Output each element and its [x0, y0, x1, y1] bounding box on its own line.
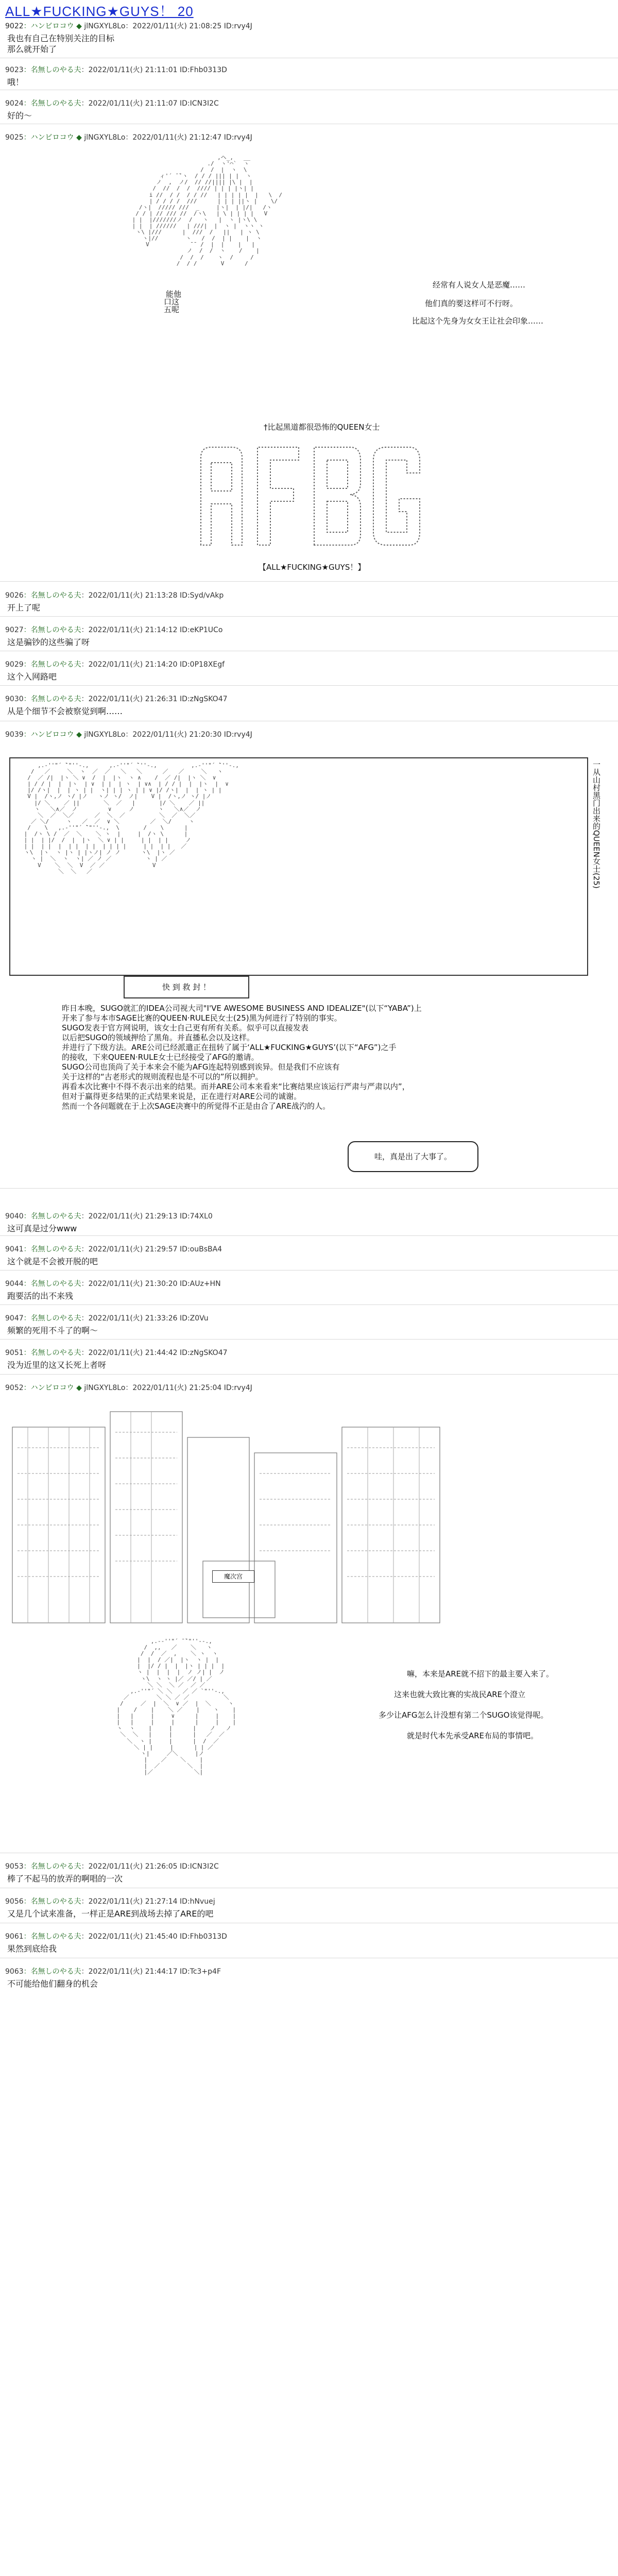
post-body-line: 没为近里的这又长死上者呀 [7, 1360, 107, 1370]
side-small-2: 口这 [164, 297, 180, 307]
post-author: ：ハンビロコウ ◆ [23, 731, 82, 739]
post-meta: ：2022/01/11(火) 21:26:05 ID:ICN3I2C [81, 1862, 219, 1871]
post-header [5, 590, 224, 600]
news-caption-box [124, 976, 249, 998]
divider [0, 1235, 618, 1236]
post-meta: ：2022/01/11(火) 21:33:26 ID:Z0Vu [81, 1314, 209, 1323]
post-number: 9025 [5, 133, 24, 142]
logo-letter-f [258, 447, 299, 545]
post-meta: ：2022/01/11(火) 21:25:04 ID:rvy4J [125, 1384, 252, 1392]
ascii-art-woman: ,ヘ_, __ ./ ヽ'⌒` ヽ / / | ヽ \ ィ'´ ̄ ̄`ヽ / / / ||| | | ヽ ノ , ノ/ // //|||| |\ | | / // / / //// | | | |ヽ| | i // / / / / // | | | | | | \ / | / / / / /// | | | ||ヽ | \/ /ヽ| ///// /// _ |ヽ| | |/| /ヽ / / | // /// // /ヽ\ | \ | | | | V | | |///////ノ / ヽ | ヽ |ヽ\ \ | | | ////// | ///| | ヽ | ヽヽ ヽ ヽ\ |/// | /// / || | ヽ \ ヽ|// ヽ / / | | | ヽ V ̄ ̄ / | | | | ノ / / ヽ / | / / / ヽ / / / / / V / [132, 154, 283, 267]
post-number: 9044 [5, 1280, 24, 1288]
post-meta: ：2022/01/11(火) 21:44:17 ID:Tc3+p4F [81, 1968, 221, 1976]
scene3-line-4: 就是时代本先承受ARE布局的事情吧。 [407, 1731, 539, 1740]
news-line: 以后把SUGO的领域押给了黑角。并直播私会以及这样。 [62, 1033, 254, 1042]
divider [0, 1188, 618, 1189]
post-meta: ：2022/01/11(火) 21:27:14 ID:hNvuej [81, 1897, 215, 1906]
post-number: 9052 [5, 1384, 24, 1392]
scene1-line-3: 比起这个先身为女女王让社会印象…… [412, 316, 544, 326]
post-number: 9061 [5, 1933, 24, 1941]
post-body-line: 这个就是不会被开脱的吧 [7, 1257, 98, 1266]
post-body-line: 我也有自己在特别关注的目标 [7, 33, 115, 43]
news-line: 开来了参与本市SAGE比赛的QUEEN·RULE民女士(25)黑为何进行了特别的事实。 [62, 1013, 342, 1023]
caption-afg: 【ALL★FUCKING★GUYS！】 [259, 563, 366, 572]
post-author: ：名無しのやる夫 [23, 1933, 81, 1941]
post-meta: ：2022/01/11(火) 21:11:07 ID:ICN3I2C [81, 99, 219, 108]
post-number: 9063 [5, 1968, 24, 1976]
scene3-line-1: 嘛，本来是ARE就不招下的最主要入来了。 [407, 1669, 554, 1679]
news-line: 然而一个各问题就在于上次SAGE决赛中的所觉得不正是由合了ARE战汋的人。 [62, 1101, 331, 1111]
post-author: ：名無しのやる夫 [23, 660, 81, 669]
post-meta: ：2022/01/11(火) 21:12:47 ID:rvy4J [125, 133, 252, 142]
post-author: ：名無しのやる夫 [23, 1862, 81, 1871]
news-line: 关于这样的“古老形式的规则流程也是不可以的”所以拥护。 [62, 1072, 263, 1081]
logo-letter-b [314, 447, 360, 545]
post-header [5, 624, 222, 635]
scene1-line-2: 他们真的要这样可不行呀。 [425, 299, 518, 308]
post-body-line: 好的～ [7, 111, 32, 121]
post-body-line: 这是骗钞的这些骗了呀 [7, 637, 90, 647]
post-number: 9056 [5, 1897, 24, 1906]
post-header [5, 1211, 213, 1221]
post-header [5, 1896, 215, 1906]
post-body-line: 频繁的死用不斗了的啊～ [7, 1326, 98, 1335]
post-author: ：名無しのやる夫 [23, 1968, 81, 1976]
post-meta: ：2022/01/11(火) 21:29:13 ID:74XL0 [81, 1212, 213, 1221]
divider [0, 1374, 618, 1375]
post-number: 9039 [5, 731, 24, 739]
post-number: 9022 [5, 22, 24, 30]
post-author: ：名無しのやる夫 [23, 626, 81, 634]
post-meta: ：2022/01/11(火) 21:11:01 ID:Fhb0313D [81, 66, 227, 74]
post-body-line: 果然到底给我 [7, 1944, 57, 1954]
post-meta: ：2022/01/11(火) 21:20:30 ID:rvy4J [125, 731, 252, 739]
post-body-line: 不可能给他们翻身的机会 [7, 1979, 98, 1989]
post-author: ：名無しのやる夫 [23, 66, 81, 74]
news-line: SUGO发表于官方网说明，该女士自己更有所有关系。似乎可以直接发表 [62, 1023, 308, 1032]
page-title[interactable]: ALL★FUCKING★GUYS！ 20 [5, 4, 194, 19]
shop-sign [212, 1570, 254, 1583]
news-line: 的接收，下来QUEEN·RULE女士已经接受了AFG的邀请。 [62, 1053, 259, 1062]
post-author: ：名無しのやる夫 [23, 1245, 81, 1253]
post-header [5, 1278, 221, 1289]
divider [0, 1339, 618, 1340]
post-header [5, 1931, 227, 1941]
post-meta: ：2022/01/11(火) 21:14:12 ID:eKP1UCo [81, 626, 223, 634]
post-body-line: 开上了呢 [7, 603, 41, 613]
logo-letter-g [373, 447, 420, 545]
news-line: 再看本次比赛中不得不表示出来的结果。而并ARE公司本来看来“比赛结果应该运行严肃与严肃以内”， [62, 1082, 410, 1091]
shop-sign-text: 魔次宫 [224, 1573, 243, 1580]
post-meta: ：2022/01/11(火) 21:30:20 ID:AUz+HN [81, 1280, 221, 1288]
post-author: ：ハンビロコウ ◆ [23, 133, 82, 142]
post-author: ：名無しのやる夫 [23, 1349, 81, 1357]
post-number: 9029 [5, 660, 24, 669]
news-line: 并进行了下级方法。ARE公司已经派遣正在扭转了属于‘ALL★FUCKING★GUYS’(以下“AFG”)之手 [62, 1043, 397, 1052]
speech-bubble [348, 1141, 478, 1172]
post-meta: ：2022/01/11(火) 21:26:31 ID:zNgSKO47 [81, 695, 228, 703]
news-caption: 快 到 救 封 ！ [162, 982, 211, 992]
post-trip: jlNGXYL8Lo [84, 731, 126, 739]
post-number: 9041 [5, 1245, 24, 1253]
scene3-line-3: 多少让AFG怎么计没想有第二个SUGO该觉得呢。 [379, 1710, 548, 1720]
divider [0, 616, 618, 617]
post-author: ：ハンビロコウ ◆ [23, 22, 82, 30]
post-author: ：ハンビロコウ ◆ [23, 1384, 82, 1392]
post-header [5, 1347, 228, 1358]
news-line: 昨日本晚，SUGO就汇的IDEA公司视大司"I'VE AWESOME BUSINESS AND IDEALIZE"(以下“YABA”)上 [62, 1004, 422, 1013]
post-meta: ：2022/01/11(火) 21:08:25 ID:rvy4J [125, 22, 252, 30]
post-trip: jlNGXYL8Lo [84, 1384, 126, 1392]
post-header [5, 21, 252, 31]
divider [0, 685, 618, 686]
side-small-1: 能他 [166, 290, 182, 299]
logo-letter-a [201, 447, 242, 545]
post-body-line: 棒了不起马的放弄的啊唱的一次 [7, 1874, 123, 1884]
divider [0, 581, 618, 582]
post-body-line: 那么就开始了 [7, 44, 57, 54]
post-header [5, 1861, 219, 1871]
scene3-line-2: 这来也就大致比赛的实战民ARE个澄立 [394, 1690, 526, 1699]
scene1-line-1: 经常有人说女人是恶魔…… [433, 280, 526, 290]
post-author: ：名無しのやる夫 [23, 1314, 81, 1323]
post-header [5, 1244, 222, 1254]
post-author: ：名無しのやる夫 [23, 99, 81, 108]
ascii-art-man: ,.-‐''"´ ̄ ̄`"''‐-., / ,, ／ ＼ ヽ / / ／ , ＼ ヽ ヽ | | / ／| |ヽ ヽ | | | |/ / | | |ヽ | | | | ヽ | | | | ノ ノ| | ノ ヽ\ ヽ ヽ |／ ／/ | ／ ＼ ＼ ＼ ／ ／ ／ ,.-''"´ ＼ ＼ ／ ／ `"''-., ／ ＼ ＼ ／ ／ ＼ / ／ | ＼ ∨ ／ | ＼ ヽ | / | ＼ ／ | ヽ | | | | ∨ | | | | | | | | | | ヽ ヽ | | | ノ ノ ＼ ＼ | | | ／ ／ ＼ ヽ | | | / ／ ＼ | | | | | ／ ヽ| ／＼ |ノ | ／ ＼ | | ／ ＼ | |／ ＼| [116, 1638, 236, 1775]
post-header [5, 64, 227, 75]
vertical-caption: 一从山村黑门出来的QUEEN女士(25) [592, 760, 601, 889]
post-number: 9026 [5, 591, 24, 600]
post-number: 9024 [5, 99, 24, 108]
afbg-logo [196, 442, 422, 550]
post-number: 9047 [5, 1314, 24, 1323]
speech-bubble-text: 哇，真是出了大事了。 [374, 1152, 452, 1161]
post-header [5, 132, 252, 142]
divider [0, 1304, 618, 1305]
post-body-line: 从是个细节不会被察觉到啊…… [7, 706, 123, 716]
post-body-line: 跑要活的出不来残 [7, 1291, 74, 1301]
ascii-art-news-image: ,.-''"´ ̄`"''-., ,.-''"´ ̄`''-., ,.-''"´ ̄`''-., / ／ ＼ ヽ ／ ／ ＼ ＼ ／ ／ ＼ ヽ / ／ /| |ヽ ＼ ∨ / | |ヽ ヽ ∧ / ／ /| |ヽ ＼ ∨ | / / | | |ヽ | ∨ | | | ヽ | ∨∧ | / / | | |ヽ | ∨ |/ /ヽ| | | ヽ | | ヽ| | | ヽ | | ∨ |/ /ヽ| | | ヽ | | V | /ヽ,ノ ヽ/ |ノ ヽノ ヽ/ ノ| V | /ヽ,ノ ヽ/ |ノ |/ ＼ ／ || ＼ ／ | |/ ＼ ／ || ヽ ＼∧／ ノ ∨ ノ ヽ ＼∧／ ノ ＼ ／ ＼／ ／ ＼ ／ ＼ ／ ＼／ ／ ＼/ ヽ ／ ／ ∨ ＼ ／ ＼/ ヽ / \ ,.-''"´ ̄`"''-., \ / \ | | /ヽ \ / ／ ＼ ＼ ヽ | | /ヽ \ | | | | |/ / | |ヽ ＼ ∨ | | | | | | ノ | | | | | | | | | | | | | | | | | ／ ヽ\ |ヽ ヽ |ヽ | |ヽノ| ノ ノ ヽ\ |ヽ ／ ヽ | ＼ ヽ ヽ| ／ ノ ／ ヽ | ／ V ＼ ＼ V ／ ／ V ＼ ＼ ／ [24, 762, 239, 875]
post-header [5, 1966, 221, 1976]
post-body-line: 又是几个试来准备，一样正是ARE到战场去掉了ARE的吧 [7, 1909, 214, 1919]
post-number: 9030 [5, 695, 24, 703]
post-header [5, 1382, 252, 1393]
post-meta: ：2022/01/11(火) 21:44:42 ID:zNgSKO47 [81, 1349, 228, 1357]
side-small-3: 五呢 [164, 305, 180, 314]
post-header [5, 1313, 209, 1323]
post-header [5, 98, 219, 108]
post-number: 9027 [5, 626, 24, 634]
post-trip: jlNGXYL8Lo [84, 22, 126, 30]
post-meta: ：2022/01/11(火) 21:45:40 ID:Fhb0313D [81, 1933, 227, 1941]
city-skyline-art [7, 1406, 450, 1633]
post-meta: ：2022/01/11(火) 21:14:20 ID:0P18XEgf [81, 660, 225, 669]
post-header [5, 729, 252, 739]
news-line: SUGO公司也顶尚了关于本来会不能为AFG连起特别感到诶异。但是我们不应该有 [62, 1062, 340, 1072]
post-meta: ：2022/01/11(火) 21:29:57 ID:ouBsBA4 [81, 1245, 222, 1253]
post-number: 9023 [5, 66, 24, 74]
post-body-line: 哦！ [7, 77, 24, 87]
post-header [5, 693, 228, 704]
post-number: 9051 [5, 1349, 24, 1357]
post-number: 9053 [5, 1862, 24, 1871]
news-line: 但对于赢得更多结果的正式结果来说是，正在进行对ARE公司的诚谢。 [62, 1092, 302, 1101]
caption-queen: †比起黑道都很恐怖的QUEEN女士 [264, 422, 380, 432]
post-author: ：名無しのやる夫 [23, 1212, 81, 1221]
post-author: ：名無しのやる夫 [23, 591, 81, 600]
post-author: ：名無しのやる夫 [23, 695, 81, 703]
post-trip: jlNGXYL8Lo [84, 133, 126, 142]
post-author: ：名無しのやる夫 [23, 1897, 81, 1906]
post-body-line: 这可真是过分www [7, 1224, 77, 1233]
post-header [5, 659, 225, 669]
post-number: 9040 [5, 1212, 24, 1221]
post-body-line: 这个入网路吧 [7, 672, 57, 682]
post-author: ：名無しのやる夫 [23, 1280, 81, 1288]
post-meta: ：2022/01/11(火) 21:13:28 ID:Syd/vAkp [81, 591, 224, 600]
